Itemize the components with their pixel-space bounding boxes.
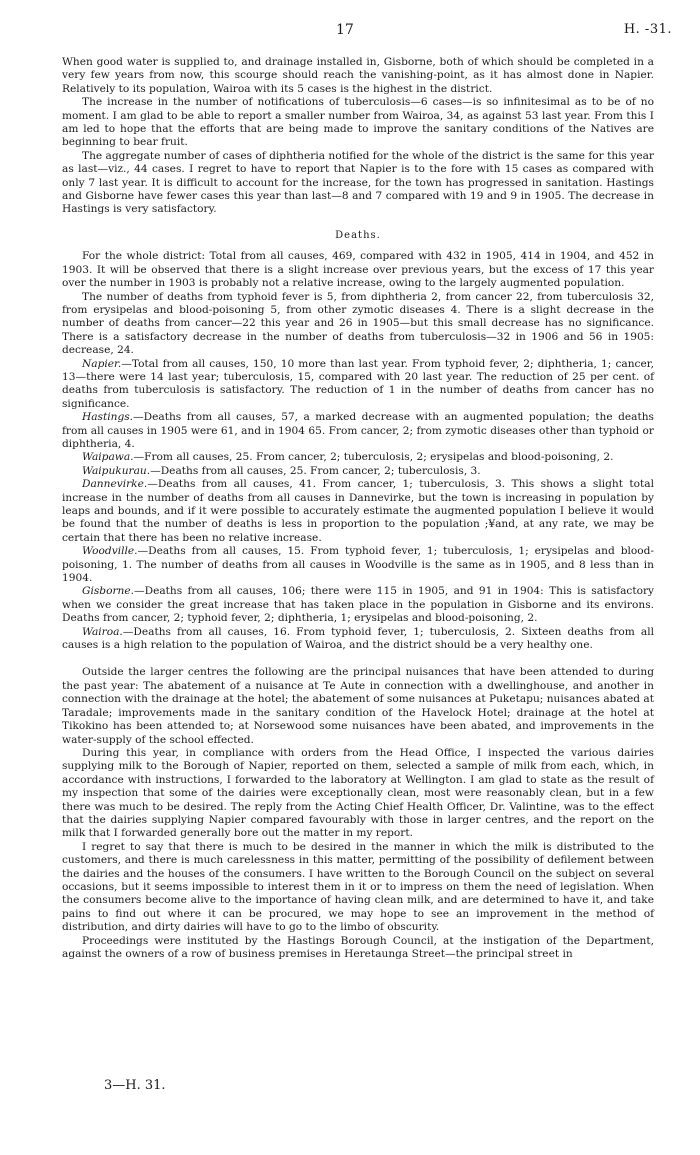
town-name: Napier. (82, 357, 122, 370)
town-entry-woodville (62, 545, 654, 585)
paragraph-good-water: When good water is supplied to, and drainage installed in, Gisborne, both of which should be completed in a very few years from now, this scourge should reach the vanishing-point, as it has almost done in Napier. Relatively to its population, Wairoa with its 5 cases is the highest in the district. (62, 56, 654, 95)
town-name: Waipukurau. (82, 464, 151, 477)
document-body (62, 56, 654, 961)
town-entry-hastings (62, 411, 654, 451)
town-entry-gisborne (62, 585, 654, 625)
town-text: —Deaths from all causes, 41. From cancer, 1; tuberculosis, 3. This shows a slight total increase in the number of deaths from all causes in Dannevirke, but the town is increasing in population by leaps and bounds, and if it were possible to accurately estimate the augmented population I believe it would be found that the number of deaths is less in proportion to the population ;¥and, at any rate, we may be certain that there has been no relative increase. (62, 478, 654, 544)
town-name: Hastings. (82, 411, 134, 424)
paragraph-death-causes: The number of deaths from typhoid fever is 5, from diphtheria 2, from cancer 22, from tuberculosis 32, from erysipelas and blood-poisoning 5, from other zymotic diseases 4. There is a slight decrease in the number of deaths from cancer—22 this year and 26 in 1905—but this small decrease has no significance. There is a satisfactory decrease in the number of deaths from tuberculosis—32 in 1906 and 56 in 1905: decrease, 24. (62, 290, 654, 357)
section-spacer (62, 652, 654, 666)
paragraph-tuberculosis: The increase in the number of notifications of tuberculosis—6 cases—is so infinitesimal as to be of no moment. I am glad to be able to report a smaller number from Wairoa, 34, as against 53 last year. From this I am led to hope that the efforts that are being made to improve the sanitary conditions of the Natives are beginning to bear fruit. (62, 96, 654, 149)
town-text: —Deaths from all causes, 15. From typhoid fever, 1; tuberculosis, 1; erysipelas and blood-poisoning, 1. The number of deaths from all causes in Woodville is the same as in 1905, and 8 less than in 1904. (62, 545, 654, 585)
town-text: —Deaths from all causes, 106; there were 115 in 1905, and 91 in 1904: This is satisfactory when we consider the great increase that has taken place in the population in Gisborne and its environs. Deaths from cancer, 2; typhoid fever, 2; diphtheria, 1; erysipelas and blood-poisoning, 2. (62, 585, 654, 625)
paragraph-nuisances: Outside the larger centres the following are the principal nuisances that have been attended to during the past year: The abatement of a nuisance at Te Aute in connection with a dwellinghouse, and another in connection with the drainage at the hotel; the abatement of some nuisances at Puketapu; nuisances abated at Taradale; improvements made in the sanitary condition of the Havelock Hotel; drainage at the hotel at Tikokino has been attended to; at Norsewood some nuisances have been abated, and improvements in the water-supply of the school effected. (62, 666, 654, 746)
town-text: —Deaths from all causes, 16. From typhoid fever, 1; tuberculosis, 2. Sixteen deaths from all causes is a high relation to the population of Wairoa, and the district should be a very healthy one. (62, 625, 654, 652)
page-header (0, 22, 700, 42)
paragraph-dairies: During this year, in compliance with orders from the Head Office, I inspected the various dairies supplying milk to the Borough of Napier, reported on them, selected a sample of milk from each, which, in accordance with instructions, I forwarded to the laboratory at Wellington. I am glad to state as the result of my inspection that some of the dairies were exceptionally clean, most were reasonably clean, but in a few there was much to be desired. The reply from the Acting Chief Health Officer, Dr. Valintine, was to the effect that the dairies supplying Napier compared favourably with those in larger centres, and the report on the milk that I forwarded generally bore out the matter in my report. (62, 746, 654, 840)
town-entry-wairoa (62, 626, 654, 653)
paragraph-proceedings: Proceedings were instituted by the Hastings Borough Council, at the instigation of the Department, against the owners of a row of business premises in Heretaunga Street—the principal street in (62, 934, 654, 960)
paragraph-diphtheria: The aggregate number of cases of diphtheria notified for the whole of the district is the same for this year as last—viz., 44 cases. I regret to have to report that Napier is to the fore with 15 cases as compared with only 7 last year. It is difficult to account for the increase, for the town has progressed in sanitation. Hastings and Gisborne have fewer cases this year than last—8 and 7 compared with 19 and 9 in 1905. The decrease in Hastings is very satisfactory. (62, 149, 654, 216)
town-name: Dannevirke. (82, 478, 148, 491)
page-footer-signature: 3—H. 31. (104, 1078, 166, 1093)
town-entry-dannevirke (62, 478, 654, 545)
town-text: —Deaths from all causes, 25. From cancer, 2; tuberculosis, 3. (150, 464, 481, 477)
town-text: —Total from all causes, 150, 10 more than last year. From typhoid fever, 2; diphtheria, 1; cancer, 13—there were 14 last year; tuberculosis, 15, compared with 20 last year. The reduction of 25 per cent. of deaths from tuberculosis is satisfactory. The reduction of 1 in the number of deaths from cancer has no significance. (62, 357, 654, 410)
town-text: —Deaths from all causes, 57, a marked decrease with an augmented population; the deaths from all causes in 1905 were 61, and in 1904 65. From cancer, 2; from zymotic diseases other than typhoid or diphtheria, 4. (62, 411, 654, 450)
paragraph-milk-distribution: I regret to say that there is much to be desired in the manner in which the milk is distributed to the customers, and there is much carelessness in this matter, permitting of the possibility of defilement between the dairies and the houses of the consumers. I have written to the Borough Council on the subject on several occasions, but it seems impossible to interest them in it or to impress on them the need of legislation. When the consumers become alive to the importance of having clean milk, and are determined to have it, and take pains to find out where it can be procured, we may hope to see an improvement in the method of distribution, and dirty dairies will have to go to the limbo of obscurity. (62, 840, 654, 934)
town-name: Waipawa. (82, 451, 134, 464)
town-text: —From all causes, 25. From cancer, 2; tuberculosis, 2; erysipelas and blood-poisoning, 2. (133, 451, 614, 464)
town-name: Gisborne. (82, 585, 134, 598)
town-entry-waipukurau (62, 465, 654, 478)
page-number: 17 (336, 22, 354, 38)
town-name: Wairoa. (82, 625, 123, 638)
town-name: Woodville. (82, 545, 138, 558)
town-entry-napier (62, 358, 654, 412)
paragraph-whole-district: For the whole district: Total from all causes, 469, compared with 432 in 1905, 414 in 1904, and 452 in 1903. It will be observed that there is a slight increase over previous years, but the excess of 17 this year over the number in 1903 is probably not a relative increase, owing to the largely augmented population. (62, 250, 654, 290)
document-reference: H. -31. (623, 22, 672, 37)
section-heading-deaths: Deaths. (335, 229, 381, 241)
town-entry-waipawa (62, 451, 654, 464)
